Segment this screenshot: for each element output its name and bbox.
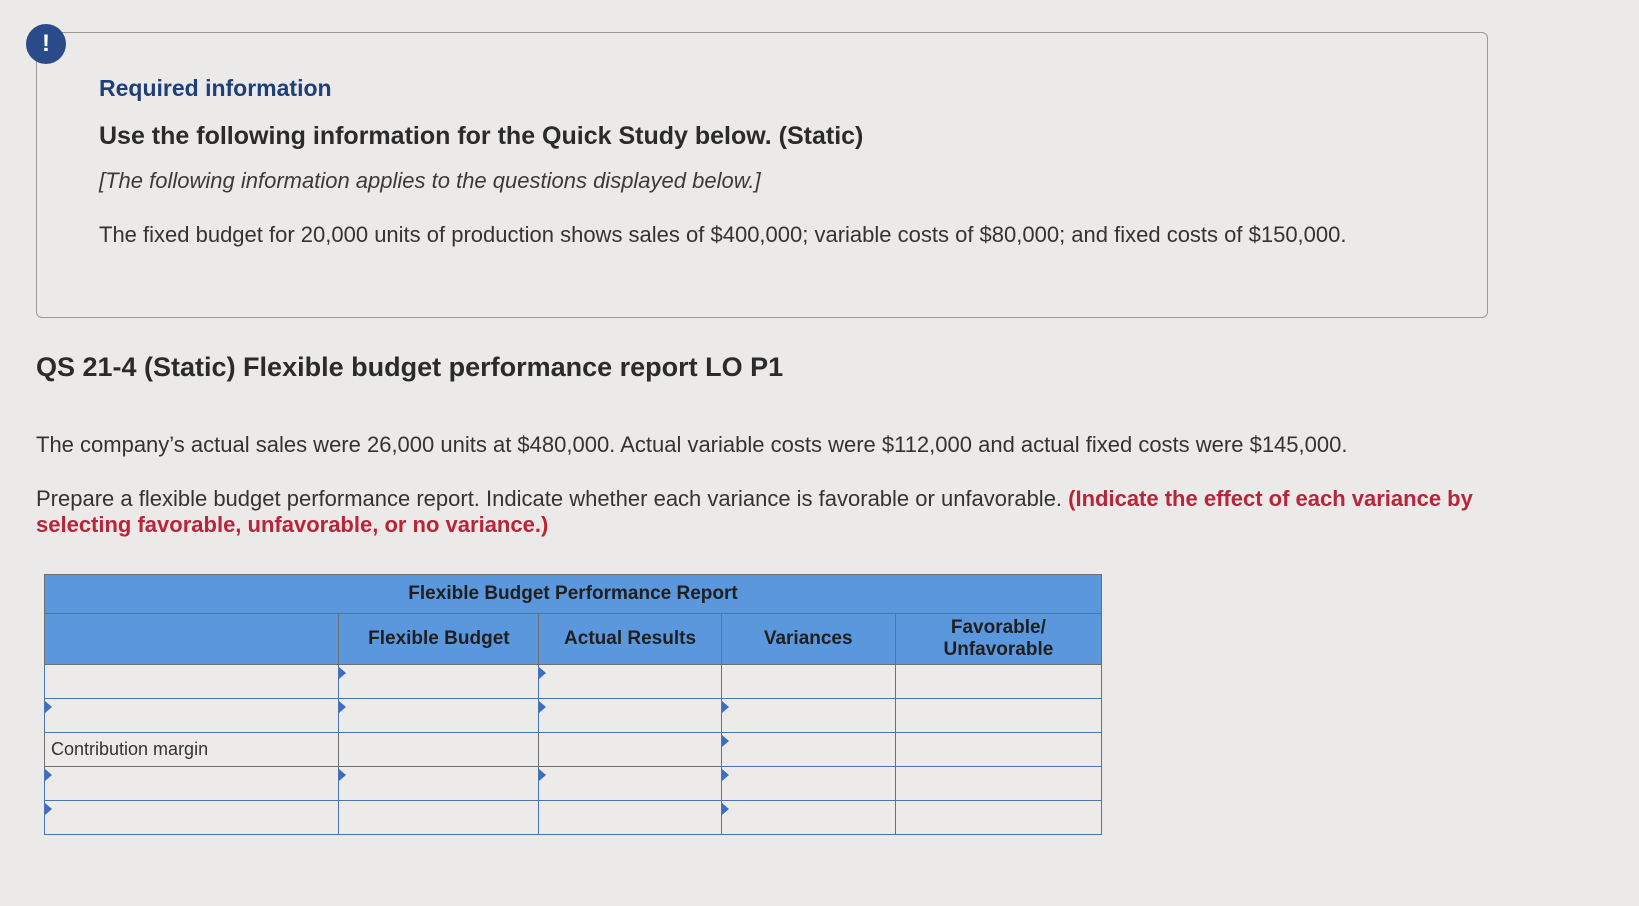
table-row (45, 733, 1102, 767)
table-row (45, 665, 1102, 699)
dropdown-marker-icon (539, 701, 546, 713)
variance-input[interactable] (721, 699, 895, 733)
dropdown-marker-icon (722, 735, 729, 747)
actual-results-input[interactable] (539, 801, 721, 835)
flexible-budget-cell (339, 733, 539, 767)
column-header-variances: Variances (721, 614, 895, 665)
table-row (45, 767, 1102, 801)
variance-input[interactable] (721, 733, 895, 767)
favorable-unfavorable-select[interactable] (895, 767, 1101, 801)
dropdown-marker-icon (722, 769, 729, 781)
performance-report-table (44, 574, 1102, 835)
column-header-favorable-unfavorable: Favorable/ Unfavorable (895, 614, 1101, 665)
favorable-unfavorable-select[interactable] (895, 801, 1101, 835)
dropdown-marker-icon (339, 769, 346, 781)
favorable-unfavorable-select[interactable] (895, 733, 1101, 767)
row-label-input[interactable] (45, 801, 339, 835)
dropdown-marker-icon (539, 667, 546, 679)
dropdown-marker-icon (45, 803, 52, 815)
dropdown-marker-icon (722, 803, 729, 815)
column-header-actual-results: Actual Results (539, 614, 721, 665)
instruction-text: Prepare a flexible budget performance report. Indicate whether each variance is favorable or unfavorable. (36, 486, 1069, 511)
actual-results-input[interactable] (539, 665, 721, 699)
variance-input[interactable] (721, 665, 895, 699)
info-body: The fixed budget for 20,000 units of production shows sales of $400,000; variable costs of $80,000; and fixed costs of $150,000. (99, 222, 1347, 247)
dropdown-marker-icon (722, 701, 729, 713)
flexible-budget-input[interactable] (339, 801, 539, 835)
info-note: [The following information applies to the questions displayed below.] (99, 168, 761, 193)
variance-input[interactable] (721, 801, 895, 835)
alert-icon: ! (26, 24, 66, 64)
flexible-budget-input[interactable] (339, 665, 539, 699)
actual-results-cell (539, 733, 721, 767)
dropdown-marker-icon (45, 701, 52, 713)
column-header-flexible-budget: Flexible Budget (339, 614, 539, 665)
dropdown-marker-icon (339, 667, 346, 679)
question-scenario: The company’s actual sales were 26,000 units at $480,000. Actual variable costs were $112,000 and actual fixed costs were $145,000. (36, 432, 1348, 457)
variance-input[interactable] (721, 767, 895, 801)
row-label-contribution-margin: Contribution margin (45, 733, 339, 767)
question-title: QS 21-4 (Static) Flexible budget performance report LO P1 (36, 352, 784, 382)
info-heading: Use the following information for the Quick Study below. (Static) (99, 122, 864, 150)
row-label-input[interactable] (45, 767, 339, 801)
row-label-input[interactable] (45, 665, 339, 699)
favorable-unfavorable-select[interactable] (895, 699, 1101, 733)
question-instruction (36, 486, 1516, 538)
column-header-label (45, 614, 339, 665)
instruction-emphasis: (Indicate the effect of each variance by selecting favorable, unfavorable, or no variance.) (36, 486, 1473, 537)
dropdown-marker-icon (339, 701, 346, 713)
row-label-input[interactable] (45, 699, 339, 733)
dropdown-marker-icon (45, 769, 52, 781)
table-row (45, 699, 1102, 733)
actual-results-input[interactable] (539, 699, 721, 733)
flexible-budget-input[interactable] (339, 767, 539, 801)
dropdown-marker-icon (539, 769, 546, 781)
required-info-label: Required information (99, 75, 332, 101)
table-row (45, 801, 1102, 835)
favorable-unfavorable-select[interactable] (895, 665, 1101, 699)
flexible-budget-input[interactable] (339, 699, 539, 733)
actual-results-input[interactable] (539, 767, 721, 801)
report-title: Flexible Budget Performance Report (45, 575, 1102, 614)
